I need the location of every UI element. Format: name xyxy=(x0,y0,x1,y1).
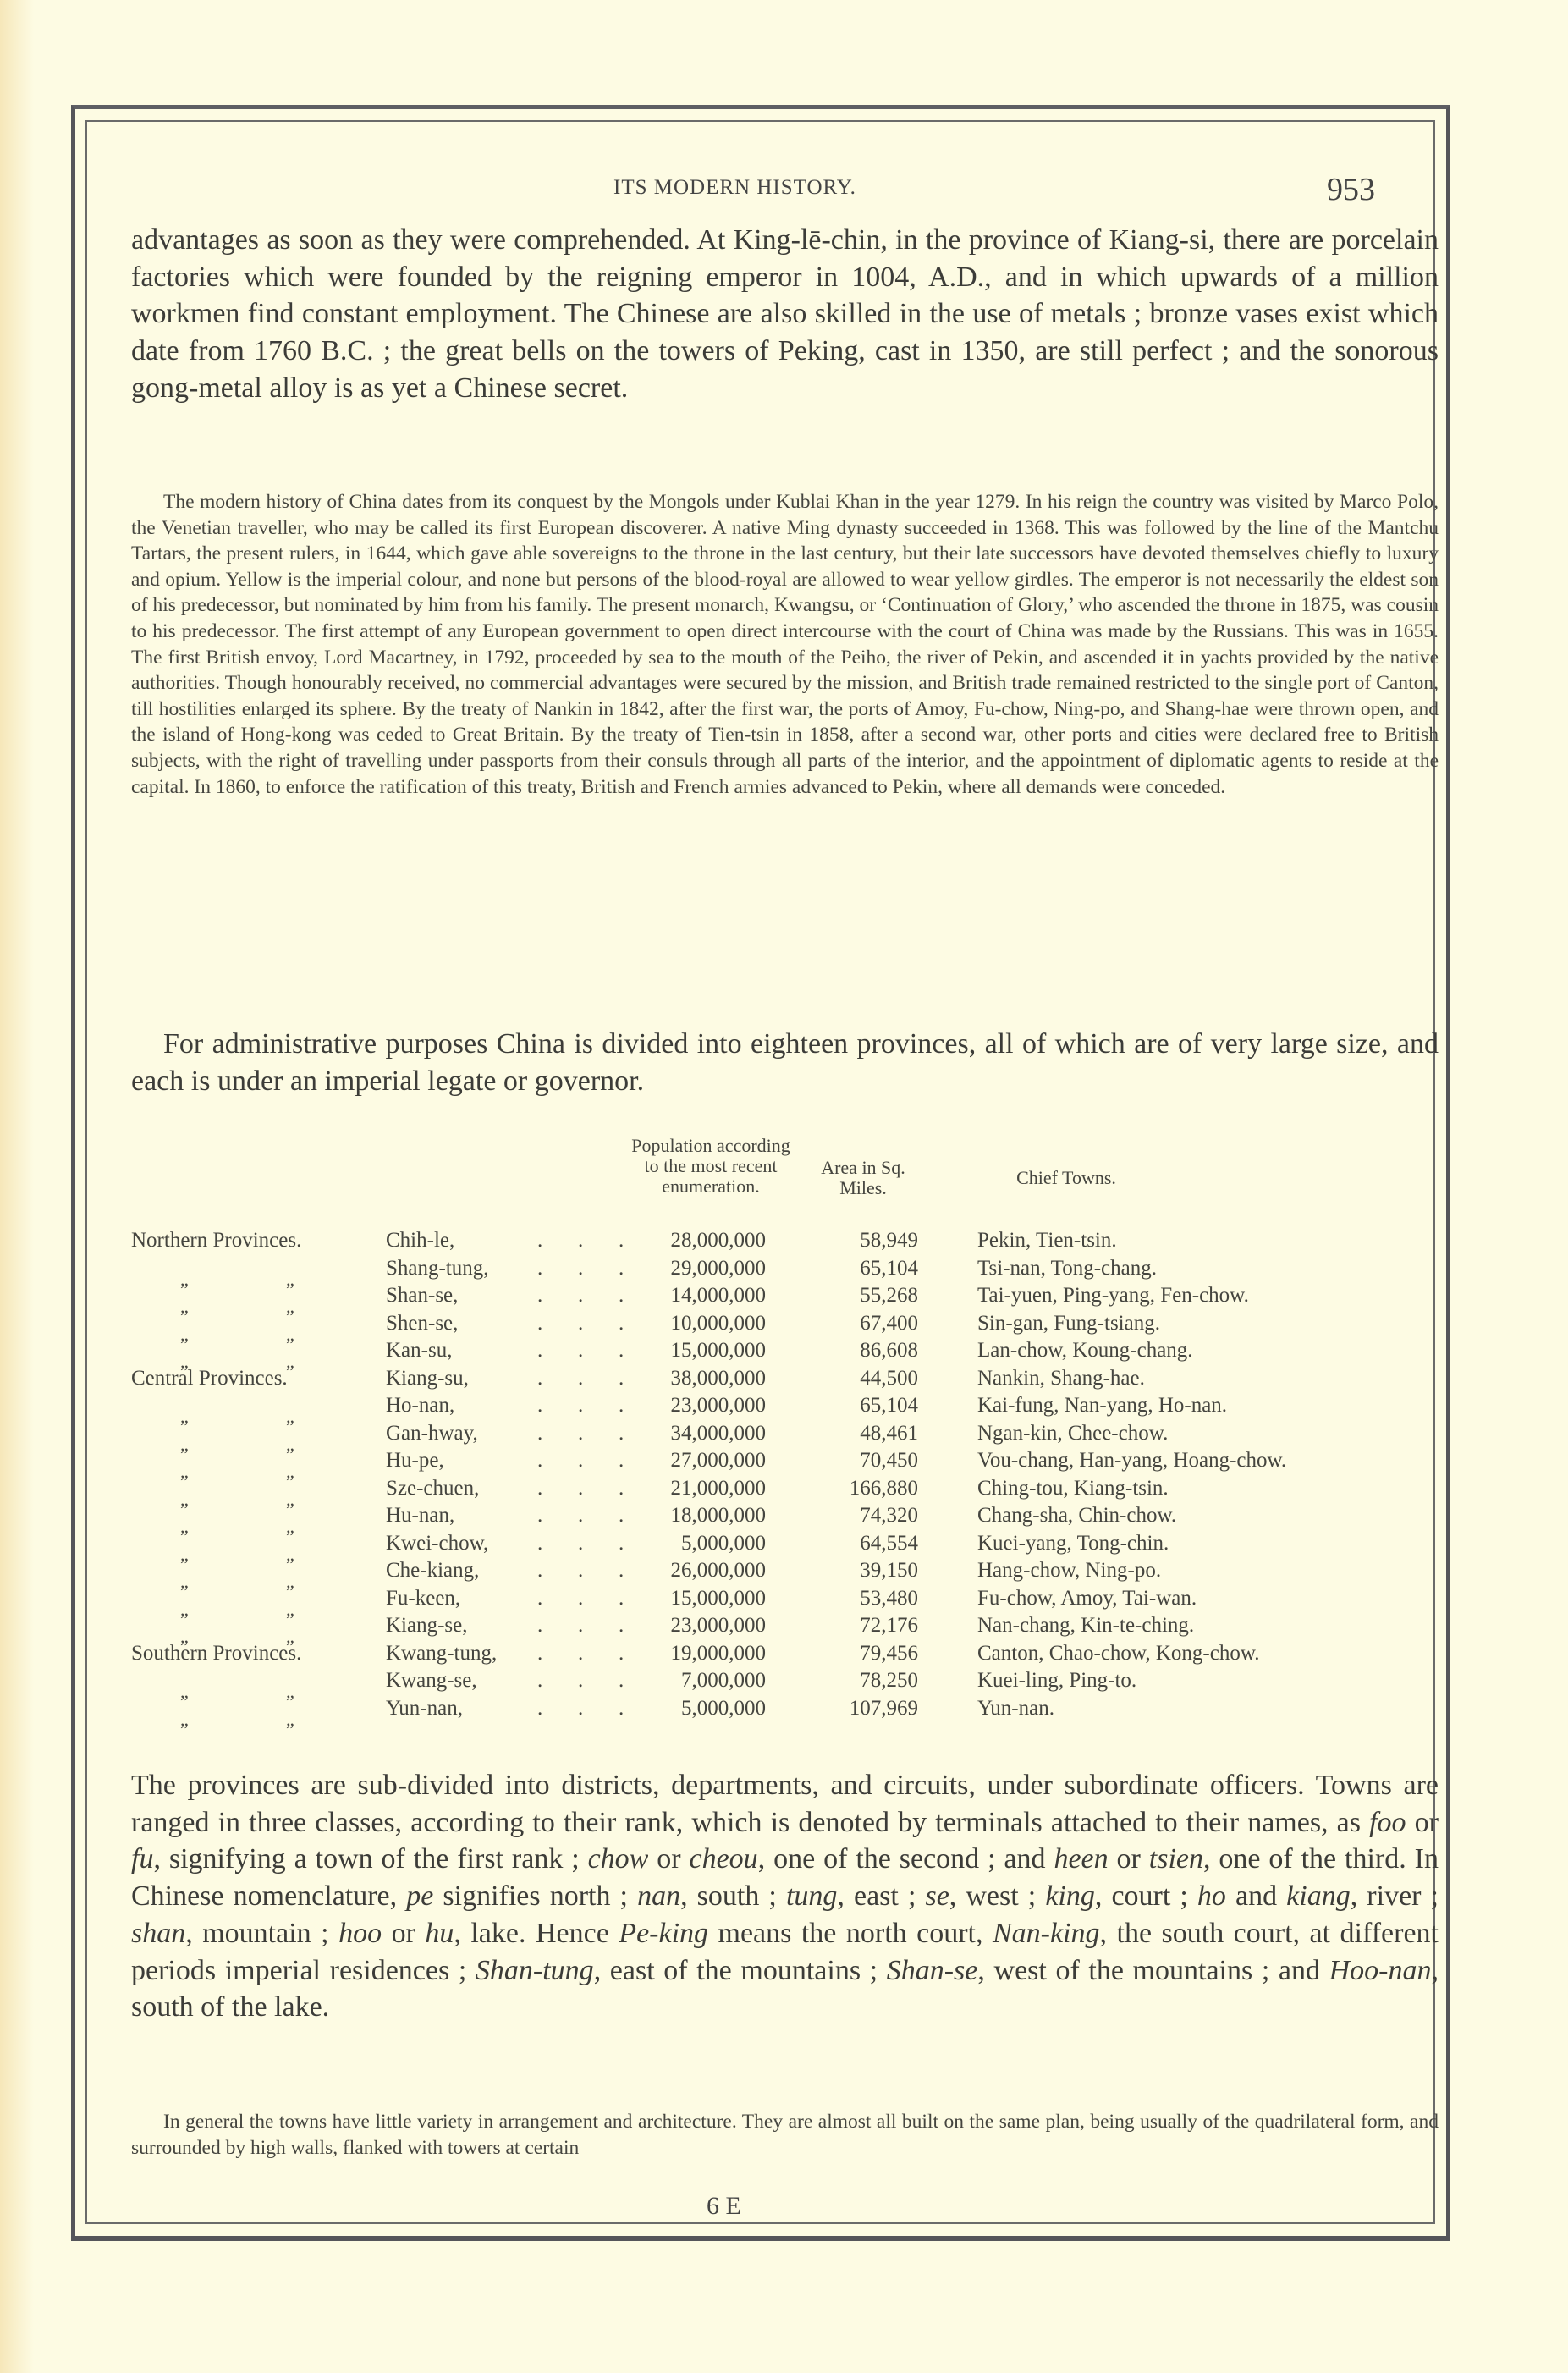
paragraph-porcelain-metals: advantages as soon as they were comprehended. At King-lē-chin, in the province of Kiang-si, there are porcelain factories which were founded by the reigning emperor in 1004, A.D., and in which upwards of a million workmen find constant employment. The Chinese are also skilled in the use of metals ; bronze vases exist which date from 1760 B.C. ; the great bells on the towers of Peking, cast in 1350, are still perfect ; and the sonorous gong-metal alloy is as yet a Chinese secret. xyxy=(131,224,1439,404)
table-row: „ „ Sze-chuen, 21,000,000 166,880 Ching-tou, Kiang-tsin. . . . xyxy=(180,1476,1169,1510)
province-name: Fu-keen, xyxy=(386,1586,461,1610)
table-row: Central Provinces. Kiang-su, 38,000,000 44,500 Nankin, Shang-hae. . . . xyxy=(131,1366,1145,1390)
ditto-mark: „ xyxy=(286,1406,294,1427)
chief-towns-cell: Ngan-kin, Chee-chow. xyxy=(977,1421,1169,1445)
chief-towns-cell: Kuei-ling, Ping-to. xyxy=(977,1669,1137,1692)
province-name: Kan-su, xyxy=(386,1339,453,1362)
province-name: Kwang-tung, xyxy=(386,1641,498,1665)
ditto-mark: „ xyxy=(180,1296,189,1317)
chief-towns-cell: Hang-chow, Ning-po. xyxy=(977,1559,1162,1582)
population-cell: 15,000,000 xyxy=(670,1339,766,1362)
population-cell: 14,000,000 xyxy=(670,1284,766,1307)
chief-towns-cell: Nan-chang, Kin-te-ching. xyxy=(977,1614,1195,1637)
population-cell: 34,000,000 xyxy=(670,1421,766,1445)
ditto-mark: „ xyxy=(286,1433,294,1455)
header-chief-towns: Chief Towns. xyxy=(1016,1167,1116,1188)
population-cell: 29,000,000 xyxy=(670,1256,766,1280)
province-name: Kiang-su, xyxy=(386,1366,469,1390)
ditto-mark: „ xyxy=(180,1516,189,1537)
population-cell: 10,000,000 xyxy=(670,1311,766,1335)
ditto-mark: „ xyxy=(286,1488,294,1510)
province-name: Shan-se, xyxy=(386,1284,459,1307)
table-row: „ „ Shang-tung, 29,000,000 65,104 Tsi-nan, Tong-chang. . . . xyxy=(180,1256,1157,1290)
ditto-mark: „ xyxy=(286,1461,294,1482)
area-cell: 78,250 xyxy=(860,1669,918,1692)
table-row: „ „ Kwei-chow, 5,000,000 64,554 Kuei-yang, Tong-chin. . . . xyxy=(180,1531,1169,1565)
province-name: Shen-se, xyxy=(386,1311,459,1335)
table-row: „ „ Yun-nan, 5,000,000 107,969 Yun-nan. . . . xyxy=(180,1696,1054,1730)
chief-towns-cell: Pekin, Tien-tsin. xyxy=(977,1229,1117,1252)
area-cell: 65,104 xyxy=(860,1394,918,1417)
table-row: „ „ Fu-keen, 15,000,000 53,480 Fu-chow, Amoy, Tai-wan. . . . xyxy=(180,1586,1197,1620)
ditto-mark: „ xyxy=(286,1708,294,1730)
area-cell: 53,480 xyxy=(860,1586,918,1610)
chief-towns-cell: Yun-nan. xyxy=(977,1696,1054,1720)
province-name: Kiang-se, xyxy=(386,1614,468,1637)
area-cell: 107,969 xyxy=(849,1696,918,1720)
population-cell: 26,000,000 xyxy=(670,1559,766,1582)
population-cell: 5,000,000 xyxy=(681,1531,766,1555)
table-header xyxy=(131,1129,1439,1222)
chief-towns-cell: Ching-tou, Kiang-tsin. xyxy=(977,1476,1169,1500)
ditto-mark: „ xyxy=(180,1681,189,1702)
province-name: Shang-tung, xyxy=(386,1256,489,1280)
ditto-mark: „ xyxy=(180,1461,189,1482)
area-cell: 74,320 xyxy=(860,1504,918,1527)
population-cell: 18,000,000 xyxy=(670,1504,766,1527)
ditto-mark: „ xyxy=(180,1708,189,1730)
ditto-mark: „ xyxy=(180,1571,189,1592)
ditto-mark: „ xyxy=(180,1488,189,1510)
chief-towns-cell: Fu-chow, Amoy, Tai-wan. xyxy=(977,1586,1197,1610)
ditto-mark: „ xyxy=(286,1268,294,1290)
province-group: Central Provinces. xyxy=(131,1366,288,1390)
province-name: Chih-le, xyxy=(386,1229,455,1252)
ditto-mark: „ xyxy=(180,1543,189,1565)
population-cell: 23,000,000 xyxy=(670,1394,766,1417)
table-row: Southern Provinces. Kwang-tung, 19,000,000 79,456 Canton, Chao-chow, Kong-chow. . . . xyxy=(131,1641,1260,1665)
paragraph-administrative-provinces: For administrative purposes China is divided into eighteen provinces, all of which are of very large size, and each is under an imperial legate or governor. xyxy=(131,1028,1439,1097)
ditto-mark: „ xyxy=(286,1516,294,1537)
province-name: Gan-hway, xyxy=(386,1421,478,1445)
header-area: Area in Sq. Miles. xyxy=(821,1157,905,1198)
area-cell: 65,104 xyxy=(860,1256,918,1280)
ditto-mark: „ xyxy=(180,1323,189,1345)
header-population: Population according to the most recent enumeration. xyxy=(631,1135,790,1197)
signature-mark: 6 E xyxy=(707,2192,741,2220)
chief-towns-cell: Lan-chow, Koung-chang. xyxy=(977,1339,1193,1362)
chief-towns-cell: Canton, Chao-chow, Kong-chow. xyxy=(977,1641,1260,1665)
ditto-mark: „ xyxy=(286,1543,294,1565)
area-cell: 39,150 xyxy=(860,1559,918,1582)
province-group: Southern Provinces. xyxy=(131,1641,302,1665)
chief-towns-cell: Kai-fung, Nan-yang, Ho-nan. xyxy=(977,1394,1228,1417)
ditto-mark: „ xyxy=(180,1433,189,1455)
province-name: Hu-pe, xyxy=(386,1449,444,1472)
ditto-mark: „ xyxy=(286,1351,294,1372)
population-cell: 19,000,000 xyxy=(670,1641,766,1665)
area-cell: 79,456 xyxy=(860,1641,918,1665)
province-name: Kwang-se, xyxy=(386,1669,477,1692)
table-row: „ „ Hu-pe, 27,000,000 70,450 Vou-chang, Han-yang, Hoang-chow. . . . xyxy=(180,1449,1287,1482)
table-row: „ „ Gan-hway, 34,000,000 48,461 Ngan-kin, Chee-chow. . . . xyxy=(180,1421,1169,1455)
ditto-mark: „ xyxy=(286,1571,294,1592)
page-number: 953 xyxy=(1327,172,1375,207)
page-edge-shading xyxy=(0,0,34,2373)
table-row: Northern Provinces. Chih-le, 28,000,000 58,949 Pekin, Tien-tsin. . . . xyxy=(131,1229,1117,1252)
chief-towns-cell: Chang-sha, Chin-chow. xyxy=(977,1504,1177,1527)
population-cell: 38,000,000 xyxy=(670,1366,766,1390)
table-row: „ „ Hu-nan, 18,000,000 74,320 Chang-sha, Chin-chow. . . . xyxy=(180,1504,1177,1537)
ditto-mark: „ xyxy=(286,1626,294,1647)
province-name: Yun-nan, xyxy=(386,1696,463,1720)
chief-towns-cell: Vou-chang, Han-yang, Hoang-chow. xyxy=(977,1449,1287,1472)
ditto-mark: „ xyxy=(180,1406,189,1427)
chief-towns-cell: Sin-gan, Fung-tsiang. xyxy=(977,1311,1160,1335)
area-cell: 44,500 xyxy=(860,1366,918,1390)
area-cell: 55,268 xyxy=(860,1284,918,1307)
ditto-mark: „ xyxy=(180,1598,189,1620)
running-title: ITS MODERN HISTORY. xyxy=(613,176,856,199)
ditto-mark: „ xyxy=(180,1351,189,1372)
area-cell: 48,461 xyxy=(860,1421,918,1445)
province-name: Hu-nan, xyxy=(386,1504,455,1527)
ditto-mark: „ xyxy=(286,1296,294,1317)
population-cell: 21,000,000 xyxy=(670,1476,766,1500)
ditto-mark: „ xyxy=(180,1268,189,1290)
table-row: „ „ Kwang-se, 7,000,000 78,250 Kuei-ling, Ping-to. . . . xyxy=(180,1669,1137,1702)
table-row: „ „ Kiang-se, 23,000,000 72,176 Nan-chang, Kin-te-ching. . . . xyxy=(180,1614,1195,1647)
paragraph-modern-history: The modern history of China dates from its conquest by the Mongols under Kublai Khan in the year 1279. In his reign the country was visited by Marco Polo, the Venetian traveller, who may be called its first European discoverer. A native Ming dynasty succeeded in 1368. This was followed by the line of the Mantchu Tartars, the present rulers, in 1644, which gave able sovereigns to the throne in the last century, but their late successors have devoted themselves chiefly to luxury and opium. Yellow is the imperial colour, and none but persons of the blood-royal are allowed to wear yellow girdles. The emperor is not necessarily the eldest son of his predecessor, but nominated by him from his family. The present monarch, Kwangsu, or ‘Continuation of Glory,’ who ascended the throne in 1875, was cousin to his predecessor. The first attempt of any European government to open direct intercourse with the court of China was made by the Russians. This was in 1655. The first British envoy, Lord Macartney, in 1792, proceeded by sea to the mouth of the Peiho, the river of Pekin, and ascended it in yachts provided by the native authorities. Though honourably received, no commercial advantages were secured by the mission, and British trade remained restricted to the single port of Canton, till hostilities enlarged its sphere. By the treaty of Nankin in 1842, after the first war, the ports of Amoy, Fu-chow, Ning-po, and Shang-hae were thrown open, and the island of Hong-kong was ceded to Great Britain. By the treaty of Tien-tsin in 1858, after a second war, other ports and cities were declared free to British subjects, with the right of travelling under passports from their consuls through all parts of the interior, and the appointment of diplomatic agents to reside at the capital. In 1860, to enforce the ratification of this treaty, British and French armies advanced to Pekin, where all demands were conceded. xyxy=(131,491,1439,798)
population-cell: 28,000,000 xyxy=(670,1229,766,1252)
table-row: „ „ Ho-nan, 23,000,000 65,104 Kai-fung, Nan-yang, Ho-nan. . . . xyxy=(180,1394,1228,1427)
chief-towns-cell: Nankin, Shang-hae. xyxy=(977,1366,1145,1390)
area-cell: 67,400 xyxy=(860,1311,918,1335)
paragraph-town-architecture: In general the towns have little variety in arrangement and architecture. They are almost all built on the same plan, being usually of the quadrilateral form, and surrounded by high walls, flanked with towers at certain xyxy=(131,2111,1439,2159)
population-cell: 27,000,000 xyxy=(670,1449,766,1472)
chief-towns-cell: Tai-yuen, Ping-yang, Fen-chow. xyxy=(977,1284,1249,1307)
table-row: „ „ Shan-se, 14,000,000 55,268 Tai-yuen, Ping-yang, Fen-chow. . . . xyxy=(180,1284,1249,1317)
area-cell: 70,450 xyxy=(860,1449,918,1472)
chief-towns-cell: Tsi-nan, Tong-chang. xyxy=(977,1256,1157,1280)
table-row: „ „ Che-kiang, 26,000,000 39,150 Hang-chow, Ning-po. . . . xyxy=(180,1559,1162,1592)
province-name: Sze-chuen, xyxy=(386,1476,480,1500)
province-name: Ho-nan, xyxy=(386,1394,455,1417)
area-cell: 166,880 xyxy=(849,1476,918,1500)
area-cell: 64,554 xyxy=(860,1531,918,1555)
population-cell: 23,000,000 xyxy=(670,1614,766,1637)
paragraph-town-classes: The provinces are sub-divided into districts, departments, and circuits, under subordinate officers. Towns are ranged in three classes, according to their rank, which is denoted by terminals attached to their names, as foo or fu, signifying a town of the first rank ; chow or cheou, one of the second ; and heen or tsien, one of the third. In Chinese nomenclature, pe signifies north ; nan, south ; tung, east ; se, west ; king, court ; ho and kiang, river ; shan, mountain ; hoo or hu, lake. Hence Pe-king means the north court, Nan-king, the south court, at different periods imperial residences ; Shan-tung, east of the mountains ; Shan-se, west of the mountains ; and Hoo-nan, south of the lake. xyxy=(131,1770,1439,2023)
population-cell: 5,000,000 xyxy=(681,1696,766,1720)
area-cell: 72,176 xyxy=(860,1614,918,1637)
ditto-mark: „ xyxy=(286,1681,294,1702)
ditto-mark: „ xyxy=(180,1626,189,1647)
chief-towns-cell: Kuei-yang, Tong-chin. xyxy=(977,1531,1169,1555)
population-cell: 15,000,000 xyxy=(670,1586,766,1610)
ditto-mark: „ xyxy=(286,1323,294,1345)
table-row: „ „ Shen-se, 10,000,000 67,400 Sin-gan, Fung-tsiang. . . . xyxy=(180,1311,1160,1345)
province-name: Che-kiang, xyxy=(386,1559,480,1582)
ditto-mark: „ xyxy=(286,1598,294,1620)
table-row: „ „ Kan-su, 15,000,000 86,608 Lan-chow, Koung-chang. . . . xyxy=(180,1339,1193,1372)
province-group: Northern Provinces. xyxy=(131,1229,302,1252)
table-body xyxy=(131,1229,1439,1730)
area-cell: 58,949 xyxy=(860,1229,918,1252)
running-head xyxy=(0,171,1568,205)
province-name: Kwei-chow, xyxy=(386,1531,489,1555)
area-cell: 86,608 xyxy=(860,1339,918,1362)
population-cell: 7,000,000 xyxy=(681,1669,766,1692)
